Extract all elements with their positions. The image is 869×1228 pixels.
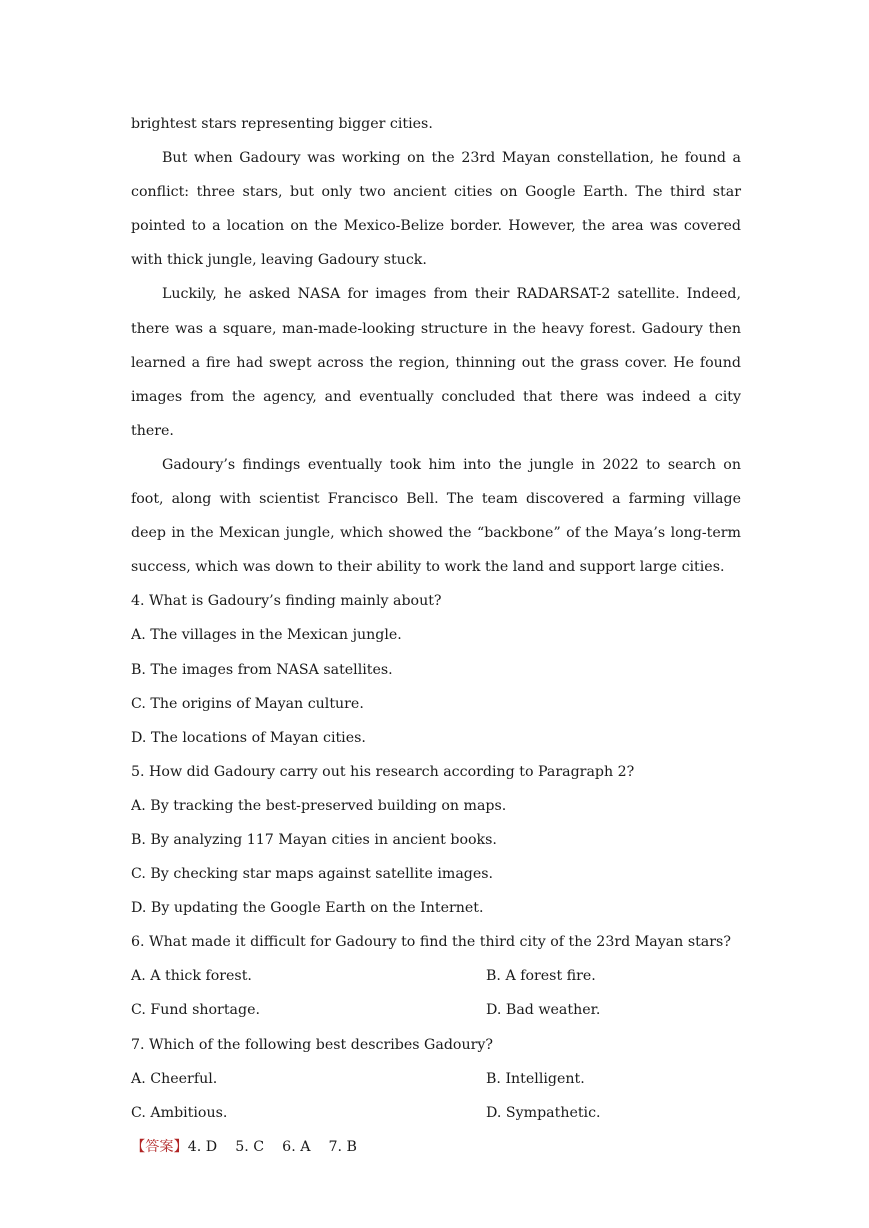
question-6-option-d: D. Bad weather.: [486, 1002, 601, 1019]
passage-paragraph-4: Gadoury’s findings eventually took him into the jungle in 2022 to search on foot, along with scientist Francisco Bell. The team discovered a farming village deep in the Mexican jungle, which showed the “backbone” of the Maya’s long-term success, which was down to their ability to work the land and support large cities.: [131, 456, 741, 576]
question-4-option-a: A. The villages in the Mexican jungle.: [131, 627, 402, 644]
question-6-stem: 6. What made it difficult for Gadoury to find the third city of the 23rd Mayan stars?: [131, 934, 731, 951]
question-5-option-d: D. By updating the Google Earth on the Internet.: [131, 900, 484, 917]
answer-text: 4. D 5. C 6. A 7. B: [187, 1138, 357, 1155]
question-4-stem: 4. What is Gadoury’s finding mainly about?: [131, 593, 442, 610]
question-6-option-a: A. A thick forest.: [131, 968, 252, 985]
passage-paragraph-1-tail: brightest stars representing bigger cities.: [131, 116, 433, 132]
answer-key: [131, 1130, 741, 1164]
answer-tag: 【答案】: [131, 1138, 188, 1155]
question-7-option-d: D. Sympathetic.: [486, 1104, 601, 1121]
question-7-options-row-2: [131, 1096, 741, 1130]
question-7-options-row-1: [131, 1062, 741, 1096]
question-4-option-d: D. The locations of Mayan cities.: [131, 729, 366, 746]
question-7-option-a: A. Cheerful.: [131, 1070, 218, 1087]
question-6-option-c: C. Fund shortage.: [131, 1002, 260, 1019]
document-page: [131, 107, 741, 1164]
question-5-option-a: A. By tracking the best-preserved building on maps.: [131, 797, 507, 814]
question-5-option-c: C. By checking star maps against satellite images.: [131, 866, 494, 883]
question-4-option-c: C. The origins of Mayan culture.: [131, 695, 364, 712]
question-6-option-b: B. A forest fire.: [486, 968, 596, 985]
passage-paragraph-2: But when Gadoury was working on the 23rd Mayan constellation, he found a conflict: three stars, but only two ancient cities on Google Earth. The third star pointed to a location on the Mexico-Belize border. However, the area was covered with thick jungle, leaving Gadoury stuck.: [131, 150, 741, 269]
question-5-stem: 5. How did Gadoury carry out his research according to Paragraph 2?: [131, 763, 635, 780]
question-4-option-b: B. The images from NASA satellites.: [131, 661, 393, 678]
question-7-option-c: C. Ambitious.: [131, 1104, 228, 1121]
passage-paragraph-3: Luckily, he asked NASA for images from their RADARSAT-2 satellite. Indeed, there was a square, man-made-looking structure in the heavy forest. Gadoury then learned a fire had swept across the region, thinning out the grass cover. He found images from the agency, and eventually concluded that there was indeed a city there.: [131, 286, 741, 439]
question-6-options-row-1: [131, 959, 741, 993]
question-5-option-b: B. By analyzing 117 Mayan cities in ancient books.: [131, 831, 497, 848]
question-7-option-b: B. Intelligent.: [486, 1070, 585, 1087]
question-6-options-row-2: [131, 993, 741, 1027]
question-7-stem: 7. Which of the following best describes Gadoury?: [131, 1036, 493, 1053]
